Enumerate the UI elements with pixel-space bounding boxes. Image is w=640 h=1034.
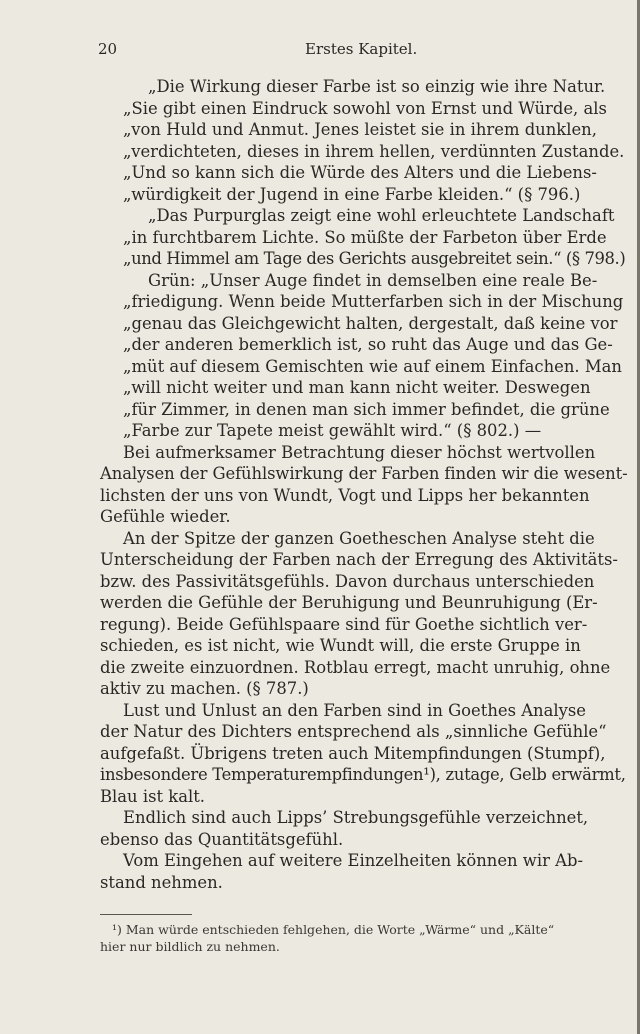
text-line: bzw. des Passivitätsgefühls. Davon durchaus unterschieden (100, 571, 595, 591)
text-line: „müt auf diesem Gemischten wie auf einem Einfachen. Man (123, 356, 622, 376)
text-line: „für Zimmer, in denen man sich immer befindet, die grüne (123, 399, 610, 419)
text-line: „Farbe zur Tapete meist gewählt wird.“ (§ 802.) — (123, 421, 542, 440)
text-line: die zweite einzuordnen. Rotblau erregt, macht unruhig, ohne (100, 657, 611, 677)
text-line: Lust und Unlust an den Farben sind in Goethes Analyse (123, 700, 586, 720)
text-line: Blau ist kalt. (100, 786, 206, 806)
text-line: „würdigkeit der Jugend in eine Farbe kleiden.“ (§ 796.) (123, 184, 581, 204)
text-line: „in furchtbarem Lichte. So müßte der Farbeton über Erde (123, 227, 607, 247)
text-line: Unterscheidung der Farben nach der Erregung des Aktivitäts- (100, 550, 618, 569)
text-line: An der Spitze der ganzen Goetheschen Analyse steht die (123, 528, 595, 548)
text-line: „verdichteten, dieses in ihrem hellen, verdünnten Zustande. (123, 141, 625, 161)
footnote-line: ¹) Man würde entschieden fehlgehen, die Worte „Wärme“ und „Kälte“ (112, 922, 555, 937)
text-line: „genau das Gleichgewicht halten, dergestalt, daß keine vor (123, 313, 618, 333)
text-line: Bei aufmerksamer Betrachtung dieser höchst wertvollen (123, 442, 596, 462)
text-line: stand nehmen. (100, 872, 223, 892)
text-line: der Natur des Dichters entsprechend als „sinnliche Gefühle“ (100, 722, 607, 741)
text-line: aufgefaßt. Übrigens treten auch Mitempfindungen (Stumpf), (100, 743, 606, 763)
text-line: aktiv zu machen. (§ 787.) (100, 679, 309, 698)
text-line: insbesondere Temperaturempfindungen¹), zutage, Gelb erwärmt, (100, 765, 626, 784)
text-line: Endlich sind auch Lipps’ Strebungsgefühle verzeichnet, (123, 808, 589, 827)
text-line: „und Himmel am Tage des Gerichts ausgebreitet sein.“ (§ 798.) (123, 249, 626, 268)
text-line: „friedigung. Wenn beide Mutterfarben sich in der Mischung (123, 292, 624, 311)
text-line: „der anderen bemerklich ist, so ruht das Auge und das Ge- (123, 335, 613, 354)
text-line: Grün: „Unser Auge findet in demselben eine reale Be- (148, 270, 598, 290)
text-line: „Die Wirkung dieser Farbe ist so einzig wie ihre Natur. (148, 77, 606, 96)
page-header (98, 40, 628, 62)
text-line: „Das Purpurglas zeigt eine wohl erleuchtete Landschaft (148, 206, 615, 225)
running-head: Erstes Kapitel. (305, 40, 418, 58)
footnotes (100, 921, 630, 955)
text-line: werden die Gefühle der Beruhigung und Beunruhigung (Er- (100, 593, 598, 612)
footnote-line: hier nur bildlich zu nehmen. (100, 939, 280, 954)
text-line: „Sie gibt einen Eindruck sowohl von Ernst und Würde, als (123, 98, 607, 118)
page-number: 20 (98, 40, 118, 58)
text-line: Vom Eingehen auf weitere Einzelheiten können wir Ab- (123, 851, 583, 870)
text-line: schieden, es ist nicht, wie Wundt will, die erste Gruppe in (100, 636, 581, 655)
body-text (100, 76, 630, 893)
footnote-divider (100, 914, 192, 915)
text-line: „will nicht weiter und man kann nicht weiter. Deswegen (123, 378, 591, 397)
text-line: lichsten der uns von Wundt, Vogt und Lipps her bekannten (100, 485, 590, 505)
text-line: „von Huld und Anmut. Jenes leistet sie in ihrem dunklen, (123, 120, 597, 139)
text-line: Analysen der Gefühlswirkung der Farben finden wir die wesent- (100, 464, 628, 483)
text-line: regung). Beide Gefühlspaare sind für Goethe sichtlich ver- (100, 614, 588, 634)
text-line: „Und so kann sich die Würde des Alters und die Liebens- (123, 163, 597, 182)
text-line: Gefühle wieder. (100, 507, 231, 526)
text-line: ebenso das Quantitätsgefühl. (100, 829, 344, 849)
